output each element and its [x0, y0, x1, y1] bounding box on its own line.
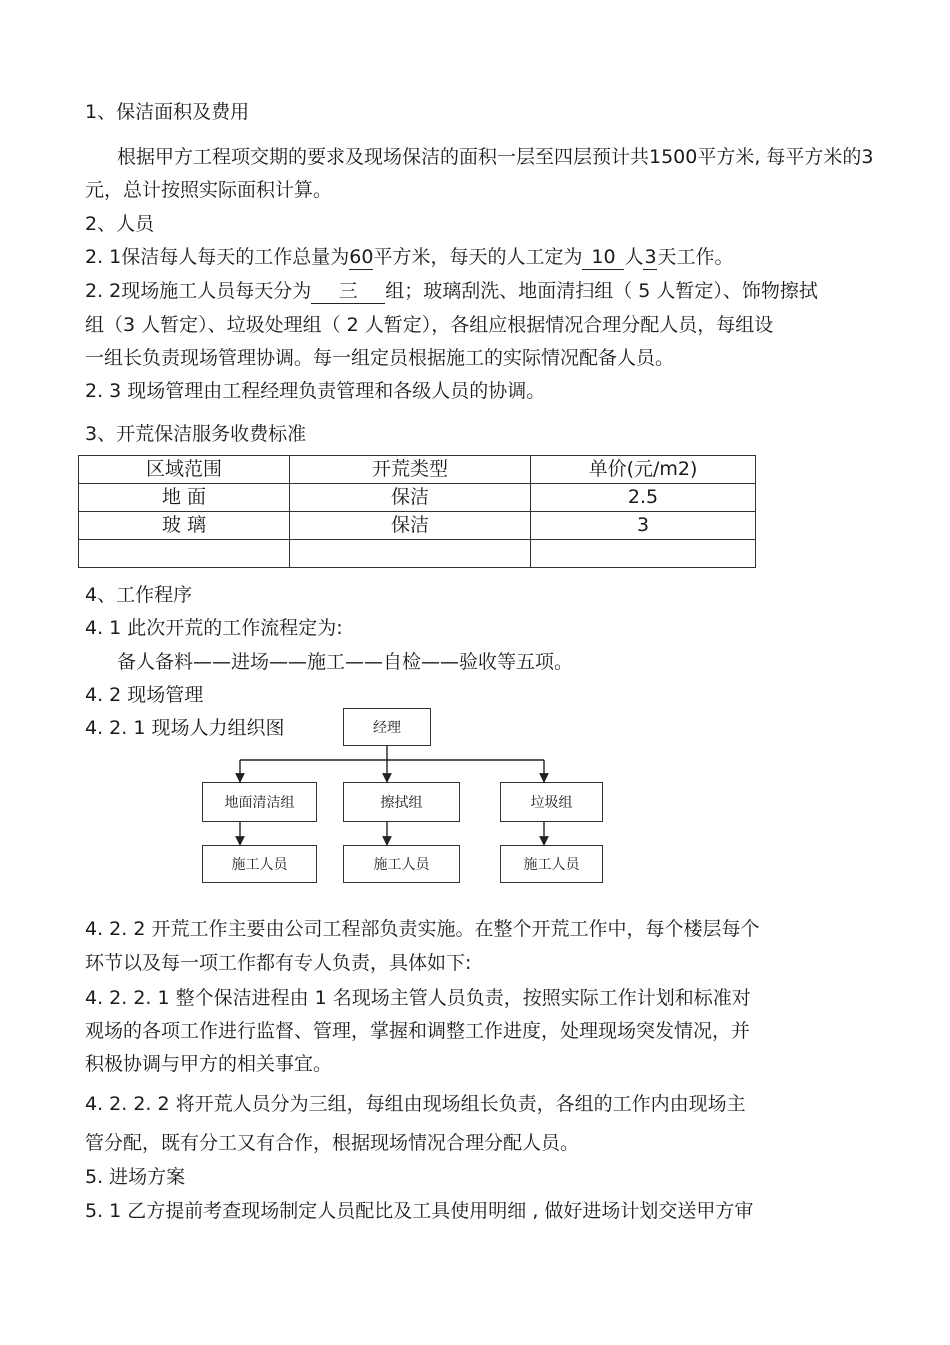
- section-1-paragraph-line-1: 根据甲方工程项交期的要求及现场保洁的面积一层至四层预计共1500平方米, 每平方米的3: [117, 146, 874, 168]
- people-value: 10: [582, 245, 624, 270]
- table-header-cell: 区域范围: [79, 456, 290, 484]
- section-4-1-paragraph: 4. 1 此次开荒的工作流程定为:: [85, 617, 343, 639]
- section-4-2-2-2-line-2: 管分配，既有分工又有合作，根据现场情况合理分配人员。: [85, 1132, 580, 1154]
- text-segment: 2. 2现场施工人员每天分为: [85, 280, 312, 302]
- days-value: 3: [644, 246, 657, 268]
- section-2-2-paragraph-line-2: 组（3 人暂定）、垃圾处理组（ 2 人暂定），各组应根据情况合理分配人员，每组设: [85, 314, 774, 336]
- section-5-heading: 5. 进场方案: [85, 1166, 186, 1188]
- org-box-worker: 施工人员: [500, 845, 603, 883]
- table-cell: 3: [531, 512, 756, 540]
- section-4-1-workflow: 备人备料——进场——施工——自检——验收等五项。: [117, 651, 574, 673]
- section-4-2-2-line-2: 环节以及每一项工作都有专人负责，具体如下:: [85, 952, 472, 974]
- text-segment: 平方米，每天的人工定为: [373, 246, 583, 268]
- section-2-2-paragraph-line-3: 一组长负责现场管理协调。每一组定员根据施工的实际情况配备人员。: [85, 347, 675, 369]
- text-segment: 天工作。: [657, 246, 734, 268]
- section-4-2-2-2-line-1: 4. 2. 2. 2 将开荒人员分为三组，每组由现场组长负责，各组的工作内由现场主: [85, 1093, 746, 1115]
- table-cell: 保洁: [290, 512, 531, 540]
- org-box-worker: 施工人员: [343, 845, 460, 883]
- section-2-heading: 2、人员: [85, 213, 155, 235]
- table-cell: 2.5: [531, 484, 756, 512]
- org-box-group: 地面清洁组: [202, 782, 317, 822]
- area-value: 60: [349, 246, 374, 268]
- table-cell: 保洁: [290, 484, 531, 512]
- section-2-3-paragraph: 2. 3 现场管理由工程经理负责管理和各级人员的协调。: [85, 380, 546, 402]
- section-4-2-2-1-line-2: 观场的各项工作进行监督、管理，掌握和调整工作进度，处理现场突发情况，并: [85, 1020, 751, 1042]
- text-segment: 2. 1保洁每人每天的工作总量为: [85, 246, 350, 268]
- section-4-2-2-1-line-3: 积极协调与甲方的相关事宜。: [85, 1053, 333, 1075]
- section-5-1-paragraph: 5. 1 乙方提前考查现场制定人员配比及工具使用明细 , 做好进场计划交送甲方审: [85, 1200, 754, 1222]
- section-4-2-1-heading: 4. 2. 1 现场人力组织图: [85, 717, 285, 739]
- org-box-manager: 经理: [343, 708, 431, 746]
- section-3-heading: 3、开荒保洁服务收费标准: [85, 423, 307, 445]
- org-box-group: 垃圾组: [500, 782, 603, 822]
- text-segment: 组；玻璃刮洗、地面清扫组（ 5 人暂定）、饰物擦拭: [385, 280, 818, 302]
- table-header-cell: 开荒类型: [290, 456, 531, 484]
- text-segment: 人: [624, 246, 644, 268]
- section-4-2-2-1-line-1: 4. 2. 2. 1 整个保洁进程由 1 名现场主管人员负责，按照实际工作计划和标准对: [85, 987, 751, 1009]
- section-4-heading: 4、工作程序: [85, 584, 193, 606]
- section-1-heading: 1、保洁面积及费用: [85, 101, 250, 123]
- org-box-worker: 施工人员: [202, 845, 317, 883]
- org-box-group: 擦拭组: [343, 782, 460, 822]
- section-4-2-heading: 4. 2 现场管理: [85, 684, 204, 706]
- table-header-cell: 单价(元/m2): [531, 456, 756, 484]
- table-cell: 玻 璃: [79, 512, 290, 540]
- section-1-paragraph-line-2: 元，总计按照实际面积计算。: [85, 179, 333, 201]
- table-cell: 地 面: [79, 484, 290, 512]
- groups-value: 三: [311, 279, 385, 304]
- section-4-2-2-line-1: 4. 2. 2 开荒工作主要由公司工程部负责实施。在整个开荒工作中，每个楼层每个: [85, 918, 760, 940]
